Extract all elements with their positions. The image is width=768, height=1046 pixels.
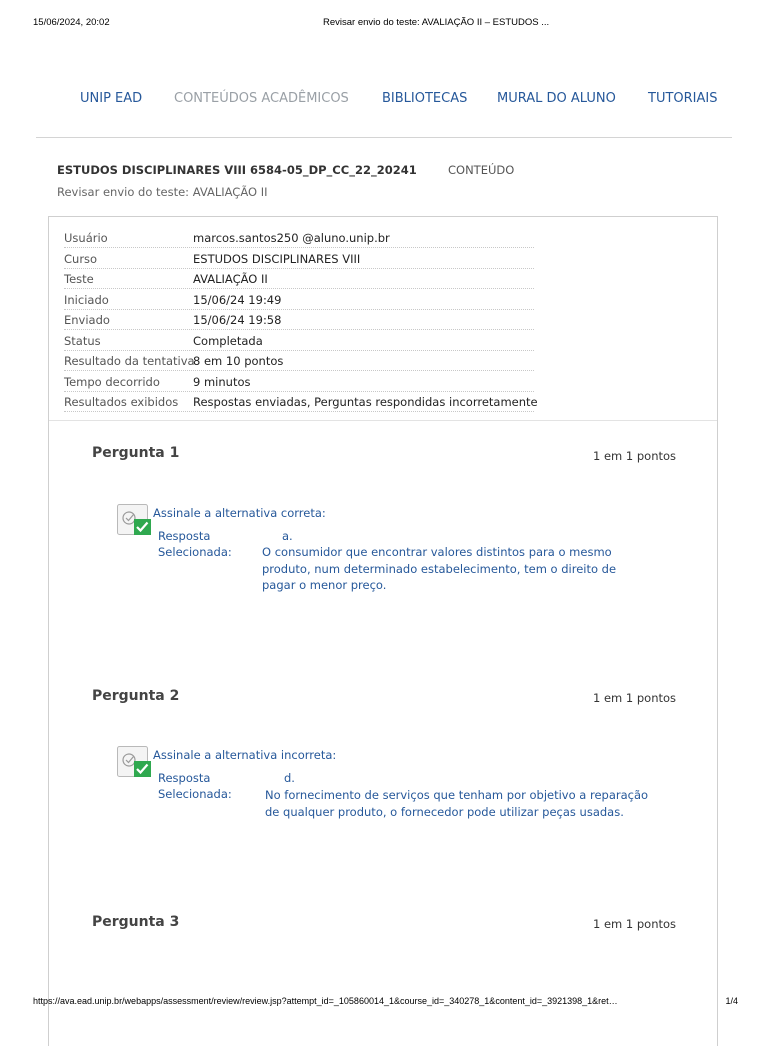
- question-2-prompt: Assinale a alternativa incorreta:: [153, 748, 337, 762]
- question-1-answer-label: [158, 528, 232, 560]
- info-row-resultado: [64, 350, 534, 371]
- info-value: 15/06/24 19:49: [193, 292, 282, 307]
- correct-answer-icon: [117, 746, 151, 778]
- info-row-iniciado: [64, 289, 534, 310]
- info-value: marcos.santos250 @aluno.unip.br: [193, 231, 390, 245]
- info-value: 15/06/24 19:58: [193, 313, 282, 327]
- info-value: ESTUDOS DISCIPLINARES VIII: [193, 251, 361, 266]
- breadcrumb-section[interactable]: CONTEÚDO: [448, 163, 515, 177]
- answer-line: de qualquer produto, o fornecedor pode utilizar peças usadas.: [265, 804, 624, 819]
- question-2-points: 1 em 1 pontos: [593, 691, 677, 705]
- info-row-teste: [64, 268, 534, 289]
- question-2-answer-label: [158, 770, 232, 802]
- question-2-letter: d.: [284, 771, 295, 785]
- print-url: https://ava.ead.unip.br/webapps/assessment/review/review.jsp?attempt_id=_105860014_1&course_id=_340278_1&content_id=_3921398_1&ret…: [33, 996, 618, 1006]
- info-row-resultados-exibidos: [64, 391, 538, 412]
- nav-conteudos-academicos[interactable]: CONTEÚDOS ACADÊMICOS: [174, 91, 349, 106]
- question-3-title: Pergunta 3: [92, 914, 180, 930]
- answer-line: No fornecimento de serviços que tenham por objetivo a reparação: [265, 788, 649, 802]
- info-label: Teste: [64, 272, 94, 286]
- nav-tutoriais[interactable]: TUTORIAIS: [648, 91, 718, 106]
- question-1-answer: [262, 544, 616, 594]
- nav-divider: [36, 137, 732, 138]
- answer-label-line: Resposta: [158, 771, 211, 785]
- question-2-title: Pergunta 2: [92, 688, 180, 704]
- answer-line: produto, num determinado estabelecimento, tem o direito de: [262, 561, 617, 576]
- info-label: Tempo decorrido: [64, 374, 160, 389]
- info-label: Resultado da tentativa: [64, 354, 195, 368]
- info-row-usuario: [64, 227, 534, 248]
- print-footer: [33, 996, 738, 1006]
- info-row-status: [64, 330, 534, 351]
- info-row-tempo: [64, 371, 534, 392]
- nav-unip-ead[interactable]: UNIP EAD: [80, 91, 143, 106]
- question-1-prompt: Assinale a alternativa correta:: [153, 506, 326, 520]
- info-label: Curso: [64, 251, 98, 266]
- question-1-title: Pergunta 1: [92, 445, 180, 461]
- answer-line: O consumidor que encontrar valores distintos para o mesmo: [262, 545, 612, 559]
- info-label: Resultados exibidos: [64, 395, 179, 409]
- print-datetime: 15/06/2024, 20:02: [33, 17, 110, 28]
- nav-mural-do-aluno[interactable]: MURAL DO ALUNO: [497, 91, 616, 106]
- info-row-curso: [64, 248, 534, 269]
- course-title[interactable]: ESTUDOS DISCIPLINARES VIII 6584-05_DP_CC_22_20241: [57, 163, 417, 177]
- info-label: Enviado: [64, 313, 110, 327]
- info-value: Respostas enviadas, Perguntas respondidas incorretamente: [193, 395, 538, 409]
- answer-label-line: Selecionada:: [158, 545, 232, 559]
- answer-label-line: Selecionada:: [158, 787, 232, 801]
- info-label: Status: [64, 333, 101, 348]
- info-value: 8 em 10 pontos: [193, 354, 284, 368]
- question-3-points: 1 em 1 pontos: [593, 917, 677, 931]
- print-page-number: 1/4: [725, 996, 738, 1006]
- info-label: Usuário: [64, 231, 108, 245]
- answer-line: pagar o menor preço.: [262, 578, 387, 592]
- info-value: AVALIAÇÃO II: [193, 272, 268, 286]
- info-label: Iniciado: [64, 292, 109, 307]
- answer-label-line: Resposta: [158, 529, 211, 543]
- nav-bibliotecas[interactable]: BIBLIOTECAS: [382, 91, 468, 106]
- print-document-title: Revisar envio do teste: AVALIAÇÃO II – ESTUDOS ...: [323, 17, 550, 28]
- info-row-enviado: [64, 309, 534, 330]
- question-2-answer: [265, 787, 648, 820]
- info-value: Completada: [193, 333, 263, 348]
- info-value: 9 minutos: [193, 374, 251, 389]
- page-title: Revisar envio do teste: AVALIAÇÃO II: [57, 185, 268, 199]
- question-1-points: 1 em 1 pontos: [593, 449, 677, 463]
- correct-answer-icon: [117, 504, 151, 536]
- question-1-letter: a.: [282, 529, 293, 543]
